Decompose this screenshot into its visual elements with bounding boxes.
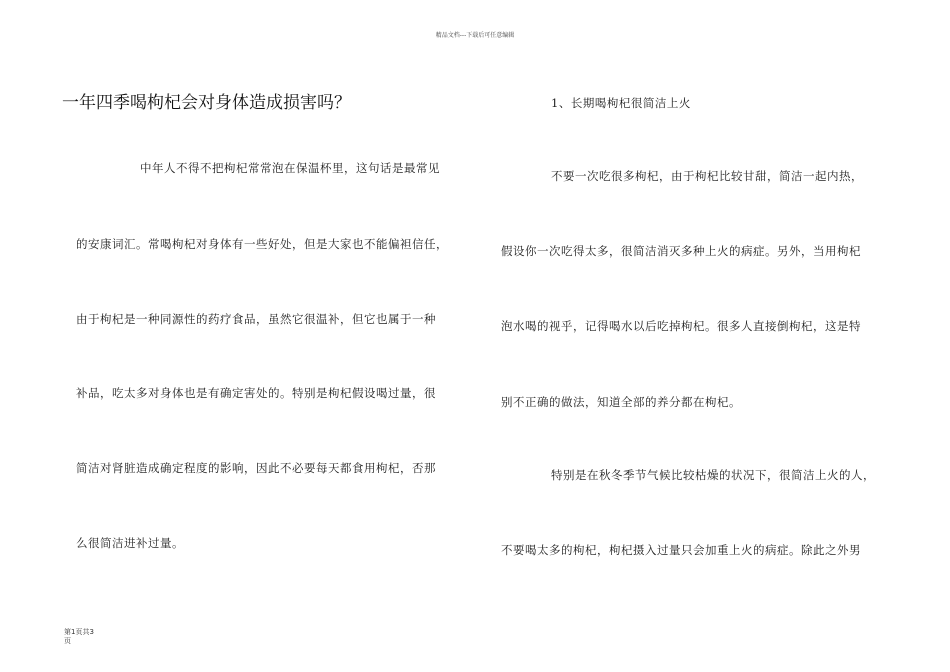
paragraph-line: 简洁对肾脏造成确定程度的影响，因此不必要每天都食用枸杞，否那 (76, 461, 436, 475)
paragraph-line: 由于枸杞是一种同源性的药疗食品，虽然它很温补，但它也属于一种 (76, 312, 436, 326)
page-number-label-cont: 页 (64, 637, 71, 645)
paragraph-line: 假设你一次吃得太多，很简洁消灭多种上火的病症。另外，当用枸杞 (501, 244, 861, 258)
document-title: 一年四季喝枸杞会对身体造成损害吗？ (62, 93, 351, 113)
paragraph-line: 特别是在秋冬季节气候比较枯燥的状况下，很简洁上火的人， (551, 468, 875, 482)
page-number-label: 第1页共3 (64, 628, 94, 636)
paragraph-line: 中年人不得不把枸杞常常泡在保温杯里，这句话是最常见 (140, 161, 440, 175)
header-note: 精品文档---下载后可任意编辑 (435, 32, 515, 39)
section-heading: 1、长期喝枸杞很简洁上火 (551, 96, 691, 110)
paragraph-line: 么很简洁进补过量。 (76, 536, 184, 550)
paragraph-line: 的安康词汇。常喝枸杞对身体有一些好处，但是大家也不能偏袒信任， (76, 237, 448, 251)
paragraph-line: 不要喝太多的枸杞，枸杞摄入过量只会加重上火的病症。除此之外男 (501, 543, 861, 557)
paragraph-line: 别不正确的做法，知道全部的养分都在枸杞。 (501, 395, 741, 409)
paragraph-line: 不要一次吃很多枸杞，由于枸杞比较甘甜，简洁一起内热， (551, 169, 863, 183)
paragraph-line: 泡水喝的视乎，记得喝水以后吃掉枸杞。很多人直接倒枸杞，这是特 (501, 319, 861, 333)
page-number (64, 628, 94, 646)
paragraph-line: 补品，吃太多对身体也是有确定害处的。特别是枸杞假设喝过量，很 (76, 386, 436, 400)
